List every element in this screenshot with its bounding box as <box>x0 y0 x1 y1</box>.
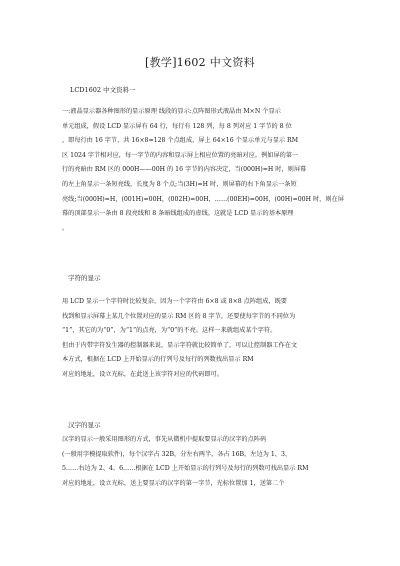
section-heading-chinese: 汉字的显示 <box>68 421 101 429</box>
section-heading-character: 字符的显示 <box>68 274 101 282</box>
paragraph-line: ，即每行由 16 字节，共 16×8=128 个点组成，屏上 64×16 个显示单元与显示 RM <box>62 137 299 145</box>
paragraph-line: 5……右边为 2、4、6……根据在 LCD 上开始显示的行列号及每行的列数可找出显示 RM <box>62 465 309 473</box>
paragraph-line: 单元组成，假设 LCD 显示屏有 64 行，每行有 128 列，每 8 列对应 1 字节的 8 位 <box>62 122 292 130</box>
paragraph-line: 对应的地址，设立光标，在此送上该字符对应的代码即可。 <box>62 370 223 378</box>
paragraph-display-principle <box>62 105 352 236</box>
paragraph-line: 亮线;当(000H)=H，(001H)=00H，(002H)=00H，……(00EH)=00H，(00H)=00H 时，则在屏 <box>62 195 344 203</box>
paragraph-line: 本方式，根据在 LCD 上开始显示的行列号及每行的列数找出显示 RM <box>62 356 254 364</box>
paragraph-line: 。 <box>62 224 69 232</box>
paragraph-character-display <box>62 295 352 383</box>
paragraph-line: 幕的顶部显示一条由 8 段亮线和 8 条暗线组成的虚线。这就是 LCD 显示的基本原理 <box>62 210 294 218</box>
paragraph-chinese-display <box>62 433 352 491</box>
paragraph-line: 对应的地址，设立光标，送上要显示的汉字的第一字节，光标位置加 1，送第二个 <box>62 479 285 487</box>
paragraph-line: “1”，其它的为“0”，为“1”的点亮，为“0”的不亮。这样一来就组成某个字符。 <box>62 327 277 335</box>
document-title: [教学]1602 中文资料 <box>145 56 255 69</box>
paragraph-line: 的左上角显示一条短亮线，长度为 8 个点;当(3H)=H 时，则屏幕的右下角显示一条短 <box>62 180 297 188</box>
paragraph-line: 找到和显示屏幕上某几个位置对应的显示 RM 区的 8 字节，还要使每字节的不同位为 <box>62 312 296 320</box>
paragraph-line: 行的亮暗由 RM 区的 000H——00H 的 16 字节的内容决定，当(000H)=H 时，则屏幕 <box>62 166 307 174</box>
paragraph-line: 汉字的显示一般采用图形的方式，事先从微机中提取要显示的汉字的点阵码 <box>62 436 267 443</box>
paragraph-line: 但由于内带字符发生器的控制器来说，显示字符就比较简单了，可以让控制器工作在文 <box>62 341 298 349</box>
paragraph-line: 区 1024 字节相对应，每一字节的内容和显示屏上相应位置的亮暗对应。例如屏的第一 <box>62 151 299 159</box>
paragraph-line: 一:液晶显示器各种图形的显示原理 线段的显示:点阵图形式液晶由 M×N 个显示 <box>62 108 281 115</box>
paragraph-line: 用 LCD 显示一个字符时比较复杂，因为一个字符由 6×8 或 8×8 点阵组成，既要 <box>62 298 287 305</box>
document-subtitle: LCD1602 中文资料一 <box>70 86 136 94</box>
paragraph-line: (一般用字模提取软件)，每个汉字占 32B，分左右两半，各占 16B，左边为 1、3、 <box>62 450 292 458</box>
